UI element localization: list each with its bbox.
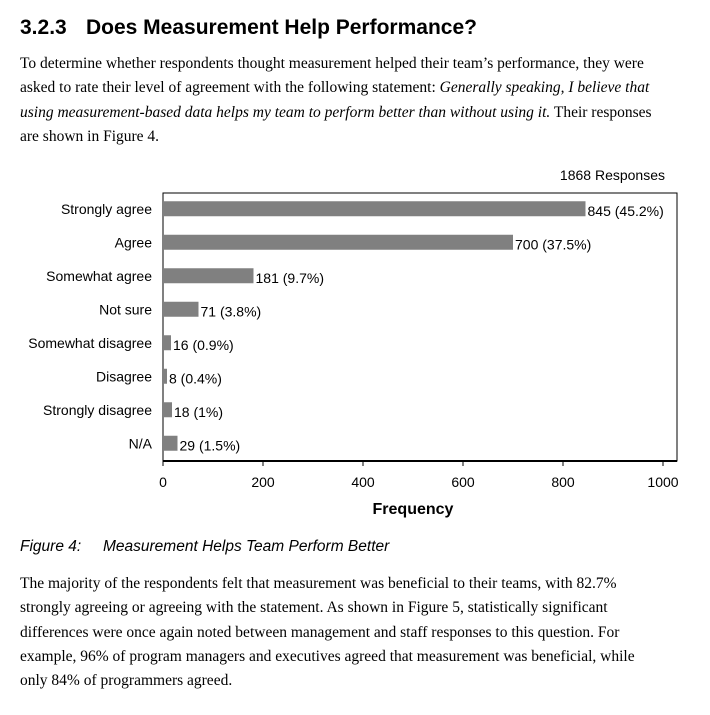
data-label: 8 (0.4%) bbox=[169, 370, 222, 387]
section-title: Does Measurement Help Performance? bbox=[86, 16, 477, 39]
bar-n-a bbox=[163, 436, 178, 451]
x-tick-label: 1000 bbox=[647, 474, 679, 490]
data-label: 29 (1.5%) bbox=[179, 437, 241, 454]
category-label: Strongly agree bbox=[60, 200, 152, 217]
x-tick-label: 800 bbox=[551, 474, 575, 490]
intro-text-before: To determine whether respondents thought measurement helped their team’s performance, they were asked to rate their level of agreement with the following statement: bbox=[20, 55, 644, 97]
category-label: Not sure bbox=[99, 301, 152, 318]
data-label: 16 (0.9%) bbox=[173, 336, 234, 353]
data-label: 181 (9.7%) bbox=[255, 269, 324, 286]
frequency-bar-chart bbox=[0, 160, 710, 530]
section-number: 3.2.3 bbox=[20, 16, 67, 39]
section-heading bbox=[20, 16, 477, 40]
bar-somewhat-disagree bbox=[163, 335, 171, 350]
bar-somewhat-agree bbox=[163, 268, 254, 283]
bar-agree bbox=[163, 235, 513, 250]
bar-disagree bbox=[163, 369, 167, 384]
category-label: Disagree bbox=[95, 368, 152, 385]
figure-title: Measurement Helps Team Perform Better bbox=[103, 538, 390, 555]
x-tick-label: 0 bbox=[159, 474, 167, 490]
figure-caption bbox=[20, 538, 389, 556]
category-label: Strongly disagree bbox=[43, 401, 152, 418]
data-label: 845 (45.2%) bbox=[587, 202, 664, 219]
x-tick-label: 400 bbox=[351, 474, 375, 490]
data-label: 18 (1%) bbox=[174, 403, 224, 420]
bar-strongly-agree bbox=[163, 201, 586, 216]
data-label: 700 (37.5%) bbox=[515, 236, 592, 253]
response-count-note: 1868 Responses bbox=[559, 167, 665, 183]
x-tick-label: 200 bbox=[251, 474, 275, 490]
intro-text-after: Their responses are shown in Figure 4. bbox=[20, 103, 652, 145]
figure-label: Figure 4: bbox=[20, 538, 82, 555]
x-axis-title: Frequency bbox=[372, 501, 454, 518]
survey-statement: Generally speaking, I believe that using measurement-based data helps my team to perform better than without using it. bbox=[20, 79, 650, 121]
conclusion-text: The majority of the respondents felt that measurement was beneficial to their teams, with 82.7% strongly agreeing or agreeing with the statement. As shown in Figure 5, statistically significant differences were once again noted between management and staff responses to this question. For example, 96% of program managers and executives agreed that measurement was beneficial, while only 84% of programmers agreed. bbox=[20, 575, 635, 690]
conclusion-paragraph bbox=[20, 572, 660, 693]
data-label: 71 (3.8%) bbox=[200, 303, 262, 320]
category-label: Somewhat disagree bbox=[28, 334, 152, 351]
category-label: Somewhat agree bbox=[46, 267, 152, 284]
bar-strongly-disagree bbox=[163, 402, 172, 417]
plot-frame bbox=[163, 193, 677, 461]
category-label: N/A bbox=[128, 435, 152, 452]
x-tick-label: 600 bbox=[451, 474, 475, 490]
intro-paragraph bbox=[20, 52, 660, 149]
category-label: Agree bbox=[114, 234, 152, 251]
bar-not-sure bbox=[163, 302, 199, 317]
